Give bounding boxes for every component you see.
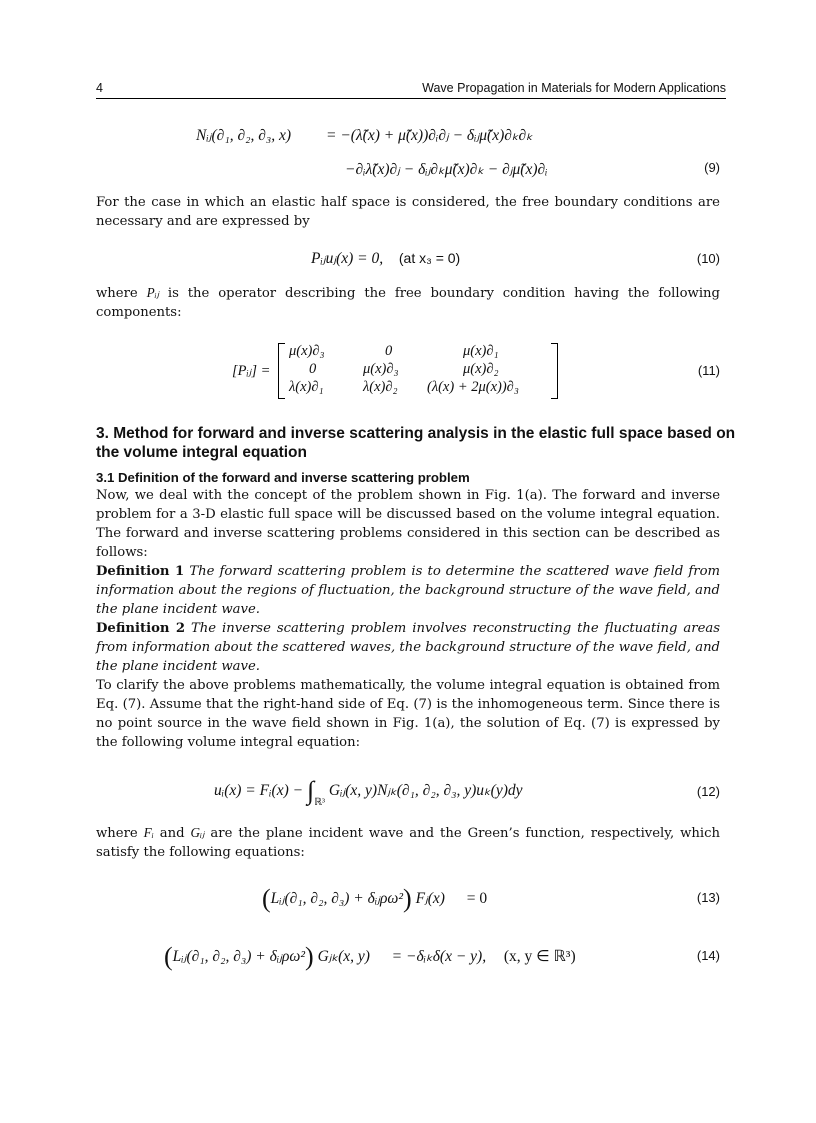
paren-close: ) xyxy=(403,884,412,913)
matrix-cell: 0 xyxy=(385,343,393,359)
equation-13-number: (13) xyxy=(696,890,720,905)
equation-12 xyxy=(214,776,523,808)
clarify-paragraph: To clarify the above problems mathematically, the volume integral equation is obtained from Eq. (7). Assume that the right-hand side of Eq. (7) is the inhomogeneous term. Since there is no point source in the wave field shown in Fig. 1(a), the solution of Eq. (7) is expressed by the following volume integral equation: xyxy=(96,678,720,750)
matrix-cell: μ(x)∂₃ xyxy=(289,343,325,359)
equation-11-lhs: [Pᵢⱼ] = xyxy=(232,363,271,379)
equation-12-integrand: Gᵢⱼ(x, y)Nⱼₖ(∂₁, ∂₂, ∂₃, y)uₖ(y)dy xyxy=(328,782,523,799)
subsection-heading: 3.1 Definition of the forward and inverse scattering problem xyxy=(96,470,470,485)
matrix-cell: 0 xyxy=(309,361,317,377)
equation-14-number: (14) xyxy=(696,948,720,963)
paragraph-half-space xyxy=(96,193,720,231)
symbol-f: Fᵢ xyxy=(143,825,154,840)
matrix-cell: μ(x)∂₃ xyxy=(363,361,399,377)
equation-14-rhs: = −δᵢₖδ(x − y), xyxy=(391,948,487,965)
definition-2 xyxy=(96,619,720,676)
equation-10-condition: (at x₃ = 0) xyxy=(398,250,461,266)
equation-13-lhs: Lᵢⱼ(∂₁, ∂₂, ∂₃) + δᵢⱼρω² xyxy=(270,890,404,907)
matrix-cell: μ(x)∂₁ xyxy=(463,343,499,359)
equation-11-matrix xyxy=(278,343,558,399)
green-where: where xyxy=(96,826,138,841)
intro-paragraph: Now, we deal with the concept of the problem shown in Fig. 1(a). The forward and inverse problem for a 3-D elastic full space will be discussed based on the volume integral equation. The forward and inverse scattering problems considered in this section can be described as follows: xyxy=(96,488,720,560)
paragraph-half-space-text: For the case in which an elastic half space is considered, the free boundary conditions are necessary and are expressed by xyxy=(96,195,720,229)
equation-9-number: (9) xyxy=(704,160,720,175)
equation-10-number: (10) xyxy=(696,251,720,266)
definition-1-text: The forward scattering problem is to determine the scattered wave field from information about the regions of fluctuation, the background structure of the wave field, and the plane incident wave. xyxy=(96,564,721,617)
definition-2-text: The inverse scattering problem involves reconstructing the fluctuating areas from information about the scattered waves, the background structure of the wave field, and the plane incident wave. xyxy=(96,621,720,674)
equation-13-mid: Fⱼ(x) xyxy=(415,890,445,907)
green-text: are the plane incident wave and the Green’s function, respectively, which satisfy the following equations: xyxy=(96,826,720,860)
paragraph-operator-symbol: Pᵢⱼ xyxy=(146,285,160,300)
paragraph-green xyxy=(96,823,720,862)
equation-12-lhs: uᵢ(x) = Fᵢ(x) − xyxy=(214,782,304,799)
equation-13 xyxy=(262,884,487,914)
section-heading: 3. Method for forward and inverse scattering analysis in the elastic full space based on the volume integral equation xyxy=(96,425,736,461)
equation-11-number: (11) xyxy=(697,363,720,378)
matrix-cell: (λ(x) + 2μ(x))∂₃ xyxy=(427,379,519,395)
paragraph-operator-where: where xyxy=(96,286,138,301)
equation-14 xyxy=(164,942,576,972)
equation-9-line1: = −(λ̃(x) + μ̃(x))∂ᵢ∂ⱼ − δᵢⱼμ̃(x)∂ₖ∂ₖ xyxy=(326,127,533,144)
paragraph-operator xyxy=(96,283,720,322)
equation-9-lhs: Nᵢⱼ(∂₁, ∂₂, ∂₃, x) xyxy=(196,127,292,144)
equation-14-mid: Gⱼₖ(x, y) xyxy=(317,948,370,965)
symbol-g: Gᵢⱼ xyxy=(190,825,205,840)
definition-1-label: Definition 1 xyxy=(96,564,185,579)
paren-open: ( xyxy=(262,884,271,913)
matrix-cell: μ(x)∂₂ xyxy=(463,361,499,377)
paren-open: ( xyxy=(164,942,173,971)
running-header xyxy=(96,80,726,99)
integral-domain: ℝ³ xyxy=(314,797,325,808)
page-number: 4 xyxy=(96,81,103,95)
matrix-cell: λ(x)∂₂ xyxy=(363,379,398,395)
equation-9-line2: −∂ᵢλ̃(x)∂ⱼ − δᵢⱼ∂ₖμ̃(x)∂ₖ − ∂ⱼμ̃(x)∂ᵢ xyxy=(345,161,548,178)
definition-1 xyxy=(96,562,720,619)
equation-12-number: (12) xyxy=(696,784,720,799)
matrix-cell: λ(x)∂₁ xyxy=(289,379,324,395)
equation-14-lhs: Lᵢⱼ(∂₁, ∂₂, ∂₃) + δᵢⱼρω² xyxy=(172,948,306,965)
section-body xyxy=(96,486,720,752)
paragraph-operator-text: is the operator describing the free boundary condition having the following components: xyxy=(96,286,720,320)
definition-2-label: Definition 2 xyxy=(96,621,186,636)
green-and: and xyxy=(159,826,185,841)
equation-14-condition: (x, y ∈ ℝ³) xyxy=(503,948,576,965)
integral-sign: ∫ xyxy=(306,776,315,805)
paren-close: ) xyxy=(305,942,314,971)
running-title: Wave Propagation in Materials for Modern Applications xyxy=(422,81,726,95)
equation-10 xyxy=(311,249,460,268)
equation-10-expr: Pᵢⱼuⱼ(x) = 0, xyxy=(311,250,384,267)
equation-13-rhs: = 0 xyxy=(466,890,488,907)
